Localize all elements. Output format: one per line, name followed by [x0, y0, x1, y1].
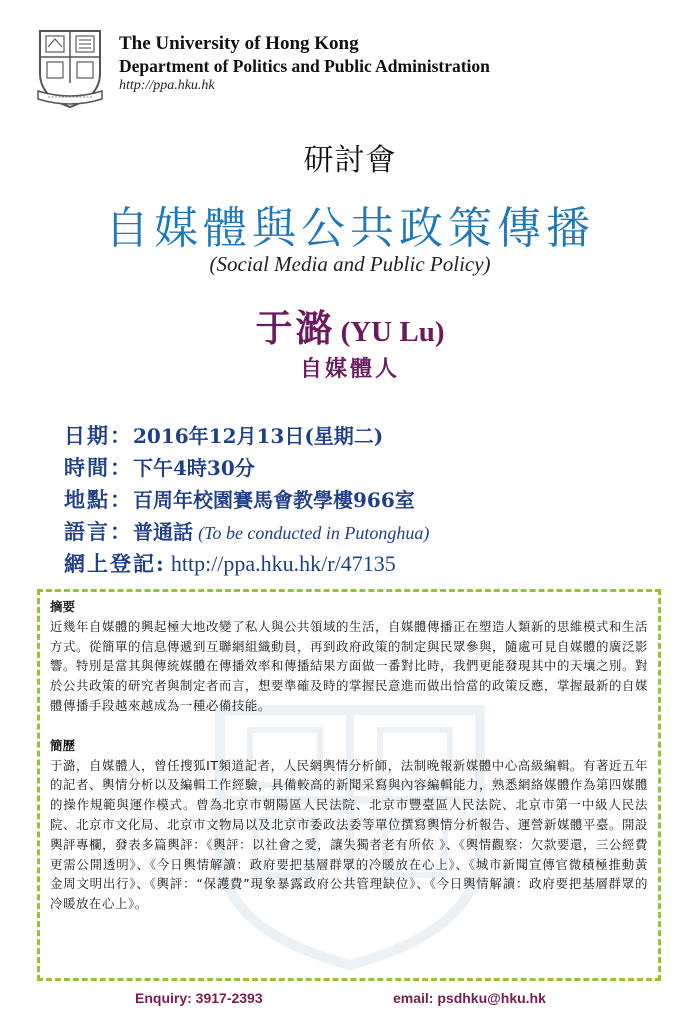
date-value: 2016年12月13日(星期二)	[133, 424, 384, 448]
bio-text: 于潞，自媒體人，曾任搜狐IT頻道記者，人民網輿情分析師，法制晚報新媒體中心高級編輯。有著近五年的記者、輿情分析以及編輯工作經驗，具備較高的新聞采寫與內容編輯能力，熟悉網絡媒體作為第四媒體的操作規範與運作模式。曾為北京市朝陽區人民法院、北京市豐臺區人民法院、北京市第一中級人民法院、北京市文化局、北京市文物局以及北京市委政法委等單位撰寫輿情分析報告、運營新媒體平臺。開設輿評專欄，發表多篇輿評：《輿評：以社會之愛，讓失獨者老有所依 》、《輿情觀察：欠款要還，三公經費更需公開透明》、《今日輿情解讀：政府要把基層群眾的冷暖放在心上》、《城市新聞宣傳官微積極推動黃金周文明出行》、《輿評：“保護費”現象暴露政府公共管理缺位》、《今日輿情解讀：政府要把基層群眾的冷暖放在心上》。	[50, 757, 648, 912]
abstract-bio-content	[50, 597, 648, 914]
department-name: Department of Politics and Public Administration	[119, 56, 490, 76]
speaker-name-en: (YU Lu)	[340, 316, 445, 348]
date-row	[64, 420, 429, 452]
university-header	[119, 32, 490, 95]
event-details	[64, 420, 429, 580]
registration-link[interactable]: http://ppa.hku.hk/r/47135	[170, 551, 396, 576]
speaker-title: 自媒體人	[299, 356, 400, 382]
venue-row	[64, 484, 429, 516]
venue-value: 百周年校園賽馬會教學樓966室	[133, 488, 415, 512]
register-label: 網上登記:	[64, 551, 166, 576]
bio-heading: 簡歷	[50, 737, 76, 753]
abstract-text: 近幾年自媒體的興起極大地改變了私人與公共領域的生活，自媒體傳播正在塑造人類新的思維模式和生活方式。從簡單的信息傳遞到互聯網組織動員，再到政府政策的制定與民眾參與，隨處可見自媒體的廣泛影響。特別是當其與傳統媒體在傳播效率和傳播結果方面做一番對比時，我們更能發現其中的天壤之別。對於公共政策的研究者與制定者而言，想要準確及時的掌握民意進而做出恰當的政策反應，掌握最新的自媒體傳播手段越來越成為一種必備技能。	[50, 618, 648, 713]
date-label: 日期：	[64, 423, 133, 448]
time-value: 下午4時30分	[133, 456, 255, 480]
department-url[interactable]: http://ppa.hku.hk	[119, 78, 215, 93]
speaker-name	[0, 298, 700, 352]
university-name: The University of Hong Kong	[119, 33, 359, 54]
venue-label: 地點：	[64, 487, 133, 512]
language-label: 語言：	[64, 519, 133, 544]
registration-row	[64, 548, 429, 580]
title-chinese: 自媒體與公共政策傳播	[105, 203, 595, 254]
time-label: 時間：	[64, 455, 133, 480]
contact-email[interactable]: email: psdhku@hku.hk	[393, 990, 546, 1006]
language-value: 普通話	[133, 520, 193, 544]
time-row	[64, 452, 429, 484]
enquiry-phone: Enquiry: 3917-2393	[135, 990, 263, 1006]
abstract-heading: 摘要	[50, 599, 76, 614]
seminar-label: 研討會	[303, 143, 397, 178]
language-row	[64, 516, 429, 548]
hku-crest-logo	[34, 27, 106, 109]
language-note: (To be conducted in Putonghua)	[198, 523, 430, 543]
title-english: (Social Media and Public Policy)	[209, 252, 491, 276]
speaker-name-zh: 于潞	[255, 306, 336, 350]
